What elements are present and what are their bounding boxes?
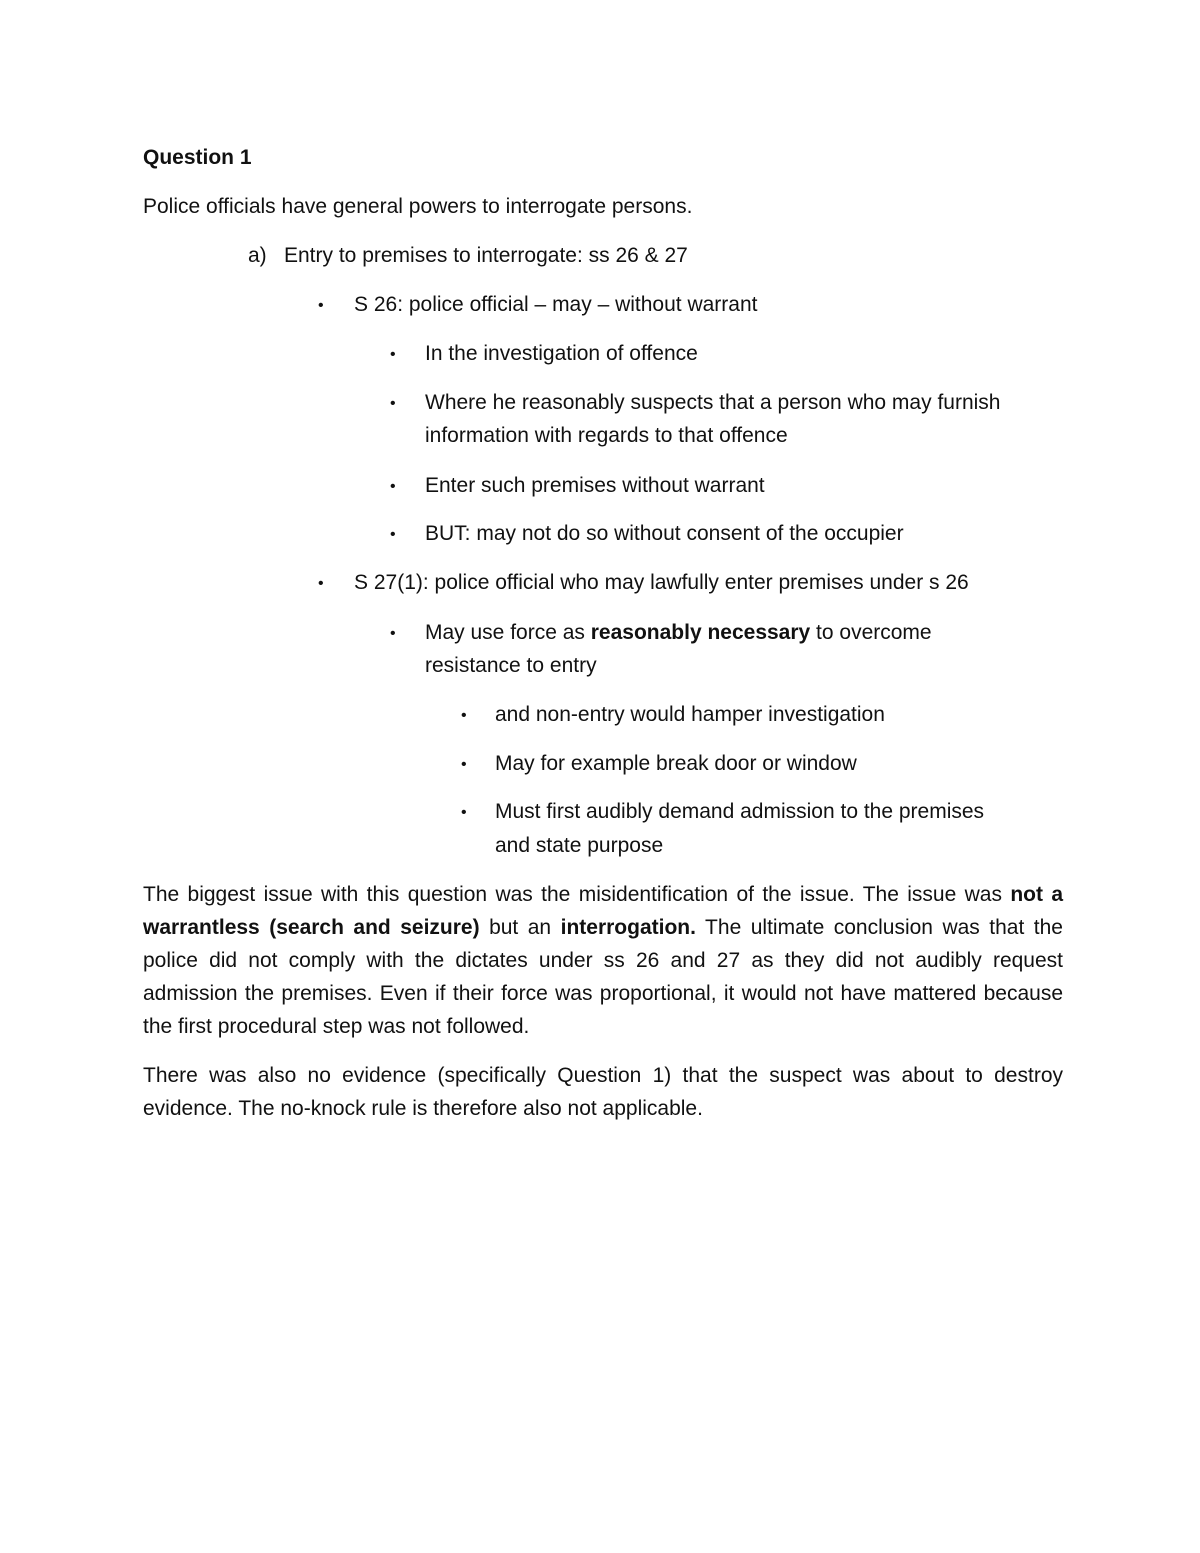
- s27-force-pre: May use force as: [425, 621, 591, 644]
- bullet-icon: •: [390, 526, 396, 543]
- paragraph-text: The biggest issue with this question was the misidentification of the issue. The issue was: [143, 883, 1011, 906]
- bullet-icon: •: [390, 478, 396, 495]
- bullet-icon: •: [461, 707, 467, 724]
- discussion-paragraph: [143, 878, 1063, 1043]
- paragraph-text: but an: [479, 916, 561, 939]
- bullet-icon: •: [318, 575, 324, 592]
- s27-sub-item: Must first audibly demand admission to the premises: [495, 800, 985, 823]
- bullet-icon: •: [461, 804, 467, 821]
- s27-force-post: to overcome: [810, 621, 932, 644]
- s27-sub-item: and non-entry would hamper investigation: [495, 703, 885, 726]
- intro-text: Police officials have general powers to interrogate persons.: [143, 195, 693, 218]
- conclusion-paragraph: There was also no evidence (specifically Question 1) that the suspect was about to destroy evidence. The no-knock rule is therefore also not applicable.: [143, 1064, 1063, 1120]
- section-a-title: Entry to premises to interrogate: ss 26 & 27: [284, 244, 688, 267]
- s26-item-continuation: information with regards to that offence: [425, 424, 788, 447]
- bullet-icon: •: [390, 395, 396, 412]
- s26-item: Where he reasonably suspects that a person who may furnish: [425, 391, 1001, 414]
- s27-force-item: [425, 616, 932, 649]
- bullet-icon: •: [390, 625, 396, 642]
- s27-sub-item: May for example break door or window: [495, 752, 857, 775]
- question-heading: Question 1: [143, 146, 252, 169]
- s27-sub-item-continuation: and state purpose: [495, 834, 664, 857]
- paragraph-bold: interrogation.: [560, 916, 696, 939]
- s26-item: In the investigation of offence: [425, 342, 698, 365]
- s26-item: BUT: may not do so without consent of the occupier: [425, 522, 904, 545]
- paragraph-bold: not a warrantless (search and seizure): [143, 883, 1063, 939]
- bullet-icon: •: [461, 756, 467, 773]
- paragraph-text: The ultimate conclusion was that the police did not comply with the dictates under ss 26 and 27 as they did not audibly request admission the premises. Even if their force was proportional, it would not have mattered because the first procedural step was not followed.: [143, 916, 1063, 1038]
- s26-item: Enter such premises without warrant: [425, 474, 765, 497]
- s27-force-bold: reasonably necessary: [590, 621, 811, 644]
- s27-label: S 27(1): police official who may lawfully enter premises under s 26: [354, 571, 969, 594]
- bullet-icon: •: [318, 297, 324, 314]
- s26-label: S 26: police official – may – without warrant: [354, 293, 758, 316]
- bullet-icon: •: [390, 346, 396, 363]
- section-a-marker: a): [248, 244, 267, 267]
- s27-force-continuation: resistance to entry: [425, 654, 597, 677]
